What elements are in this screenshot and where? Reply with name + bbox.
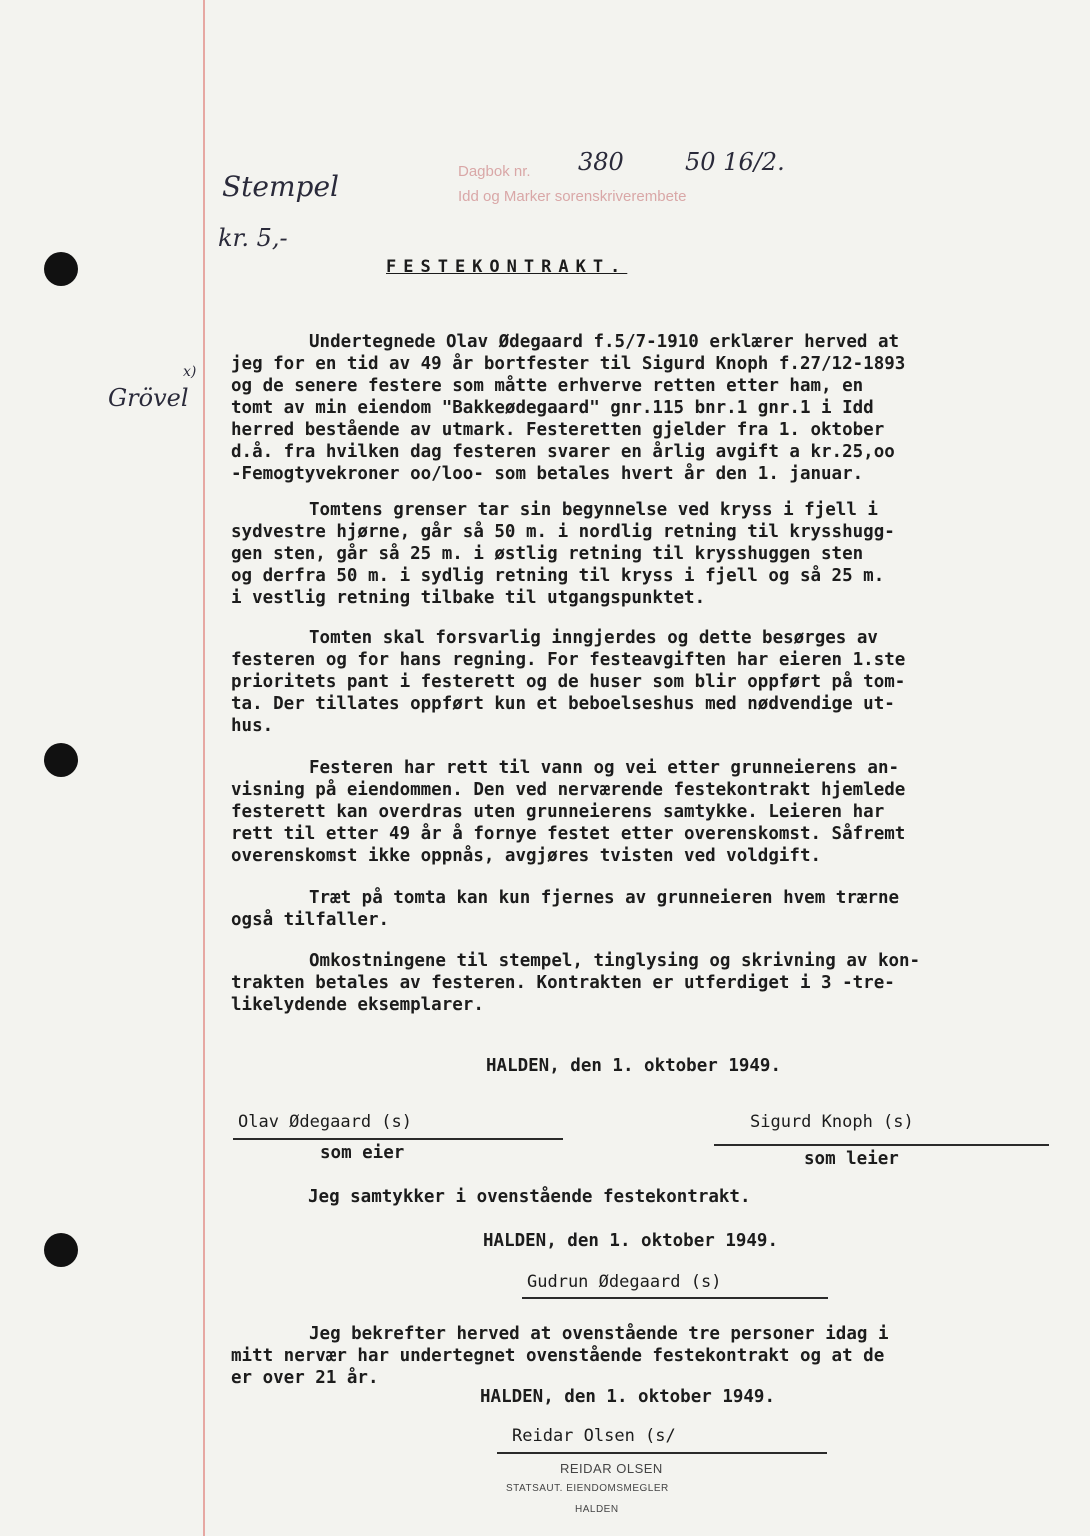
signature-rule <box>233 1138 563 1140</box>
text-line: er over 21 år. <box>231 1368 379 1388</box>
witness-stamp-name: REIDAR OLSEN <box>560 1461 663 1476</box>
paragraph-1 <box>231 331 1061 485</box>
text-line: Træt på tomta kan kun fjernes av grunneieren hvem trærne <box>309 888 900 908</box>
owner-role: som eier <box>320 1143 405 1163</box>
text-line: ta. Der tillates oppført kun et beboelseshus med nødvendige ut- <box>231 694 895 714</box>
text-line: også tilfaller. <box>231 910 390 930</box>
margin-note-grovel-sup: x) <box>183 364 197 380</box>
witness-signature: Reidar Olsen (s/ <box>512 1426 676 1446</box>
text-line: trakten betales av festeren. Kontrakten er utferdiget i 3 -tre- <box>231 973 895 993</box>
document-title: FESTEKONTRAKT. <box>386 257 628 277</box>
text-line: Jeg bekrefter herved at ovenstående tre personer idag i <box>309 1324 889 1344</box>
date-line-2: HALDEN, den 1. oktober 1949. <box>483 1231 779 1251</box>
text-line: overenskomst ikke oppnås, avgjøres tvisten ved voldgift. <box>231 846 822 866</box>
text-line: festerett kan overdras uten grunneierens samtykke. Leieren har <box>231 802 885 822</box>
text-line: Undertegnede Olav Ødegaard f.5/7-1910 erklærer herved at <box>309 332 900 352</box>
stamp-date: 50 16/2. <box>685 148 785 176</box>
text-line: festeren og for hans regning. For festeavgiften har eieren 1.ste <box>231 650 906 670</box>
stamp-line-2: Idd og Marker sorenskriverembete <box>458 188 687 205</box>
signature-rule <box>497 1452 827 1454</box>
text-line: Tomten skal forsvarlig inngjerdes og dette besørges av <box>309 628 878 648</box>
text-line: herred bestående av utmark. Festeretten gjelder fra 1. oktober <box>231 420 885 440</box>
paragraph-5 <box>231 887 1061 931</box>
punch-hole <box>44 743 78 777</box>
text-line: mitt nervær har undertegnet ovenstående festekontrakt og at de <box>231 1346 885 1366</box>
text-line: jeg for en tid av 49 år bortfester til Sigurd Knoph f.27/12-1893 <box>231 354 906 374</box>
text-line: gen sten, går så 25 m. i østlig retning til krysshuggen sten <box>231 544 864 564</box>
text-line: og de senere festere som måtte erhverve retten etter ham, en <box>231 376 864 396</box>
stamp-line-1: Dagbok nr. <box>458 163 531 180</box>
text-line: Tomtens grenser tar sin begynnelse ved kryss i fjell i <box>309 500 878 520</box>
text-line: likelydende eksemplarer. <box>231 995 484 1015</box>
punch-hole <box>44 1233 78 1267</box>
text-line: prioritets pant i festerett og de huser som blir oppført på tom- <box>231 672 906 692</box>
text-line: og derfra 50 m. i sydlig retning til kryss i fjell og så 25 m. <box>231 566 885 586</box>
punch-hole <box>44 252 78 286</box>
consent-signature: Gudrun Ødegaard (s) <box>527 1272 722 1292</box>
tenant-signature: Sigurd Knoph (s) <box>750 1112 914 1132</box>
text-line: hus. <box>231 716 274 736</box>
stamp-number: 380 <box>578 148 624 176</box>
text-line: sydvestre hjørne, går så 50 m. i nordlig retning til krysshugg- <box>231 522 895 542</box>
margin-line <box>203 0 205 1536</box>
witness-stamp-title: STATSAUT. EIENDOMSMEGLER <box>506 1483 669 1494</box>
paragraph-4 <box>231 757 1061 867</box>
owner-signature: Olav Ødegaard (s) <box>238 1112 412 1132</box>
paragraph-6 <box>231 950 1061 1016</box>
text-line: rett til etter 49 år å fornye festet etter overenskomst. Såfremt <box>231 824 906 844</box>
signature-rule <box>522 1297 828 1299</box>
margin-note-stempel: Stempel <box>222 170 340 203</box>
text-line: Festeren har rett til vann og vei etter grunneierens an- <box>309 758 900 778</box>
text-line: d.å. fra hvilken dag festeren svarer en årlig avgift a kr.25,oo <box>231 442 895 462</box>
paragraph-3 <box>231 627 1061 737</box>
text-line: i vestlig retning tilbake til utgangspunktet. <box>231 588 706 608</box>
witness-stamp-city: HALDEN <box>575 1504 619 1515</box>
consent-text: Jeg samtykker i ovenstående festekontrakt. <box>308 1187 751 1207</box>
text-line: Omkostningene til stempel, tinglysing og skrivning av kon- <box>309 951 921 971</box>
paragraph-2 <box>231 499 1061 609</box>
margin-note-kr: kr. 5,- <box>218 224 288 252</box>
tenant-role: som leier <box>804 1149 899 1169</box>
date-line-3: HALDEN, den 1. oktober 1949. <box>480 1387 776 1407</box>
text-line: tomt av min eiendom "Bakkeødegaard" gnr.115 bnr.1 gnr.1 i Idd <box>231 398 874 418</box>
date-line: HALDEN, den 1. oktober 1949. <box>486 1056 782 1076</box>
margin-note-grovel: Grövel <box>108 384 189 412</box>
signature-rule <box>714 1144 1049 1146</box>
text-line: -Femogtyvekroner oo/loo- som betales hvert år den 1. januar. <box>231 464 864 484</box>
text-line: visning på eiendommen. Den ved nerværende festekontrakt hjemlede <box>231 780 906 800</box>
witness-paragraph <box>231 1323 1061 1389</box>
